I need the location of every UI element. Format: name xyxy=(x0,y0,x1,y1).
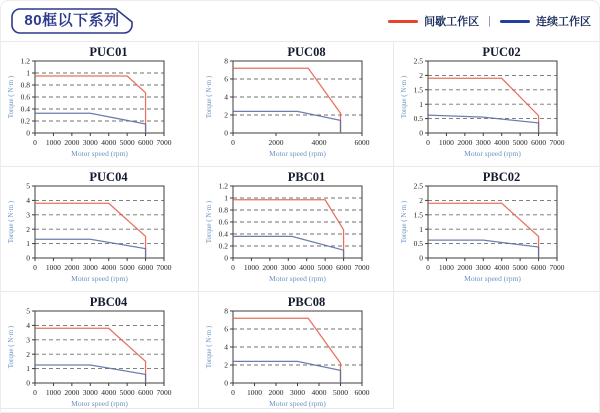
chart-cell-PBC04 xyxy=(1,291,199,409)
y-tick-label: 6 xyxy=(224,324,228,334)
y-tick-label: 0 xyxy=(419,128,423,138)
x-tick-label: 2000 xyxy=(457,263,473,272)
y-tick-label: 3 xyxy=(26,335,30,345)
x-axis-label: Motor speed (rpm) xyxy=(464,274,521,283)
chart-title: PBC04 xyxy=(89,295,128,309)
x-tick-label: 4000 xyxy=(311,388,327,397)
y-axis-label: Torque ( N·m ) xyxy=(205,75,213,119)
y-tick-label: 0.6 xyxy=(20,92,30,102)
y-tick-label: 0.8 xyxy=(20,80,30,90)
x-tick-label: 7000 xyxy=(549,263,565,272)
y-tick-label: 0.4 xyxy=(218,229,228,239)
y-tick-label: 2 xyxy=(26,224,30,234)
intermittent-legend-label: 间歇工作区 xyxy=(424,16,480,28)
intermittent-zone-line xyxy=(233,68,341,133)
y-tick-label: 1 xyxy=(26,68,30,78)
y-axis-label: Torque ( N·m ) xyxy=(7,75,15,119)
chart-grid xyxy=(1,41,599,409)
x-tick-label: 4000 xyxy=(494,263,510,272)
y-tick-label: 0.4 xyxy=(20,104,30,114)
y-tick-label: 2 xyxy=(224,110,228,120)
y-axis-label: Torque ( N·m ) xyxy=(7,325,15,369)
continuous-zone-line xyxy=(35,113,146,133)
chart-PBC08 xyxy=(202,294,394,410)
x-tick-label: 6000 xyxy=(138,388,154,397)
chart-title: PBC01 xyxy=(287,170,326,184)
x-tick-label: 0 xyxy=(426,263,430,272)
intermittent-zone-line xyxy=(233,200,344,258)
x-tick-label: 1000 xyxy=(45,138,61,147)
y-tick-label: 2 xyxy=(419,71,423,80)
x-tick-label: 3000 xyxy=(475,263,491,272)
x-axis-label: Motor speed (rpm) xyxy=(71,149,128,158)
x-tick-label: 6000 xyxy=(354,138,370,147)
continuous-zone-line xyxy=(35,239,146,258)
x-tick-label: 1000 xyxy=(438,138,454,147)
x-tick-label: 3000 xyxy=(82,138,98,147)
chart-cell-PBC02 xyxy=(394,166,599,291)
x-tick-label: 6000 xyxy=(138,138,154,147)
x-tick-label: 3000 xyxy=(280,263,296,272)
x-tick-label: 2000 xyxy=(268,138,284,147)
x-axis-label: Motor speed (rpm) xyxy=(71,399,128,408)
x-axis-label: Motor speed (rpm) xyxy=(269,149,326,158)
y-tick-label: 6 xyxy=(224,74,228,84)
x-tick-label: 6000 xyxy=(138,263,154,272)
chart-cell-PUC02 xyxy=(394,41,599,166)
chart-cell-PBC08 xyxy=(199,291,394,409)
chart-PUC08 xyxy=(202,44,394,160)
y-tick-label: 5 xyxy=(26,306,30,316)
y-tick-label: 5 xyxy=(26,181,30,191)
chart-PUC01 xyxy=(4,44,196,160)
x-tick-label: 5000 xyxy=(333,388,348,397)
chart-PBC01 xyxy=(202,169,394,285)
y-axis-label: Torque ( N·m ) xyxy=(205,325,213,369)
x-tick-label: 1000 xyxy=(247,388,262,397)
x-tick-label: 5000 xyxy=(119,388,135,397)
x-tick-label: 2000 xyxy=(64,263,80,272)
page-title-pill xyxy=(11,8,133,34)
x-tick-label: 1000 xyxy=(45,263,61,272)
x-tick-label: 2000 xyxy=(457,138,473,147)
x-tick-label: 0 xyxy=(231,388,235,397)
x-tick-label: 3000 xyxy=(82,263,98,272)
x-axis-label: Motor speed (rpm) xyxy=(464,149,521,158)
chart-title: PBC02 xyxy=(482,170,521,184)
chart-PUC04 xyxy=(4,169,196,285)
y-tick-label: 4 xyxy=(224,342,228,352)
x-tick-label: 4000 xyxy=(299,263,315,272)
chart-cell-PUC04 xyxy=(1,166,199,291)
y-tick-label: 1.5 xyxy=(413,210,423,220)
x-tick-label: 5000 xyxy=(512,138,528,147)
chart-title: PUC01 xyxy=(89,45,128,59)
x-tick-label: 1000 xyxy=(438,263,454,272)
y-axis-label: Torque ( N·m ) xyxy=(400,75,408,119)
y-tick-label: 1 xyxy=(224,193,228,203)
continuous-legend-label: 连续工作区 xyxy=(536,16,591,28)
continuous-zone-line xyxy=(233,236,344,258)
y-tick-label: 0 xyxy=(224,253,228,263)
x-tick-label: 7000 xyxy=(549,138,565,147)
y-tick-label: 2.5 xyxy=(413,181,423,191)
page-title: 80框以下系列 xyxy=(24,12,120,29)
continuous-zone-line xyxy=(428,240,539,258)
x-tick-label: 7000 xyxy=(156,263,172,272)
y-tick-label: 0.8 xyxy=(218,205,228,215)
x-tick-label: 7000 xyxy=(354,263,370,272)
y-tick-label: 1.5 xyxy=(413,85,423,95)
intermittent-zone-line xyxy=(233,318,341,383)
x-tick-label: 1000 xyxy=(45,388,61,397)
x-tick-label: 4000 xyxy=(311,138,327,147)
x-tick-label: 3000 xyxy=(475,138,491,147)
chart-title: PUC02 xyxy=(482,45,521,59)
header xyxy=(1,1,599,41)
x-tick-label: 4000 xyxy=(101,263,117,272)
y-tick-label: 1.2 xyxy=(218,181,228,191)
x-tick-label: 7000 xyxy=(156,138,172,147)
chart-PUC02 xyxy=(397,44,589,160)
y-tick-label: 1 xyxy=(419,99,423,109)
intermittent-zone-line xyxy=(35,203,146,258)
chart-PBC02 xyxy=(397,169,589,285)
x-tick-label: 6000 xyxy=(531,138,547,147)
x-tick-label: 6000 xyxy=(354,388,370,397)
empty-cell xyxy=(394,291,599,409)
x-tick-label: 2000 xyxy=(262,263,278,272)
x-tick-label: 0 xyxy=(231,138,235,147)
y-tick-label: 8 xyxy=(224,56,228,66)
y-tick-label: 1 xyxy=(26,364,30,374)
y-tick-label: 0.6 xyxy=(218,217,228,227)
continuous-zone-line xyxy=(35,365,146,383)
intermittent-zone-line xyxy=(428,78,539,133)
x-tick-label: 0 xyxy=(33,388,37,397)
chart-cell-PUC08 xyxy=(199,41,394,166)
y-tick-label: 3 xyxy=(26,210,30,220)
y-tick-label: 4 xyxy=(224,92,228,102)
y-tick-label: 0 xyxy=(419,253,423,263)
x-tick-label: 0 xyxy=(33,138,37,147)
x-tick-label: 0 xyxy=(426,138,430,147)
y-axis-label: Torque ( N·m ) xyxy=(7,200,15,244)
y-tick-label: 0 xyxy=(26,253,30,263)
x-tick-label: 5000 xyxy=(119,263,135,272)
y-tick-label: 1 xyxy=(26,239,30,249)
continuous-zone-line xyxy=(428,115,539,133)
chart-cell-PUC01 xyxy=(1,41,199,166)
y-tick-label: 2 xyxy=(224,360,228,370)
y-tick-label: 4 xyxy=(26,196,30,205)
x-axis-label: Motor speed (rpm) xyxy=(269,399,326,408)
y-tick-label: 2.5 xyxy=(413,56,423,66)
x-tick-label: 3000 xyxy=(290,388,305,397)
y-tick-label: 8 xyxy=(224,306,228,316)
y-tick-label: 0 xyxy=(224,378,228,388)
y-tick-label: 2 xyxy=(26,349,30,359)
y-tick-label: 1 xyxy=(419,224,423,234)
chart-title: PUC04 xyxy=(89,170,128,184)
intermittent-zone-line xyxy=(428,203,539,258)
y-tick-label: 2 xyxy=(419,196,423,205)
x-tick-label: 4000 xyxy=(101,388,117,397)
chart-PBC04 xyxy=(4,294,196,410)
continuous-line-swatch xyxy=(500,20,530,23)
x-tick-label: 6000 xyxy=(531,263,547,272)
y-tick-label: 0.5 xyxy=(413,239,423,249)
y-axis-label: Torque ( N·m ) xyxy=(205,200,213,244)
x-tick-label: 4000 xyxy=(101,138,117,147)
x-tick-label: 5000 xyxy=(317,263,333,272)
chart-title: PUC08 xyxy=(287,45,326,59)
x-tick-label: 2000 xyxy=(64,138,80,147)
y-axis-label: Torque ( N·m ) xyxy=(400,200,408,244)
chart-cell-PBC01 xyxy=(199,166,394,291)
intermittent-zone-line xyxy=(35,328,146,383)
y-tick-label: 1.2 xyxy=(20,56,30,66)
x-tick-label: 2000 xyxy=(64,388,80,397)
intermittent-line-swatch xyxy=(388,20,418,23)
x-tick-label: 0 xyxy=(231,263,235,272)
y-tick-label: 0 xyxy=(26,128,30,138)
x-tick-label: 5000 xyxy=(119,138,135,147)
x-tick-label: 5000 xyxy=(512,263,528,272)
x-tick-label: 0 xyxy=(33,263,37,272)
x-tick-label: 3000 xyxy=(82,388,98,397)
legend xyxy=(388,13,591,29)
y-tick-label: 0 xyxy=(26,378,30,388)
y-tick-label: 0.2 xyxy=(218,241,228,251)
y-tick-label: 0.2 xyxy=(20,116,30,126)
chart-title: PBC08 xyxy=(287,295,326,309)
x-tick-label: 1000 xyxy=(243,263,259,272)
x-tick-label: 6000 xyxy=(336,263,352,272)
x-tick-label: 4000 xyxy=(494,138,510,147)
y-tick-label: 0.5 xyxy=(413,114,423,124)
legend-separator: | xyxy=(488,15,491,27)
x-axis-label: Motor speed (rpm) xyxy=(71,274,128,283)
y-tick-label: 0 xyxy=(224,128,228,138)
y-tick-label: 4 xyxy=(26,321,30,330)
x-tick-label: 2000 xyxy=(268,388,284,397)
x-tick-label: 7000 xyxy=(156,388,172,397)
x-axis-label: Motor speed (rpm) xyxy=(269,274,326,283)
